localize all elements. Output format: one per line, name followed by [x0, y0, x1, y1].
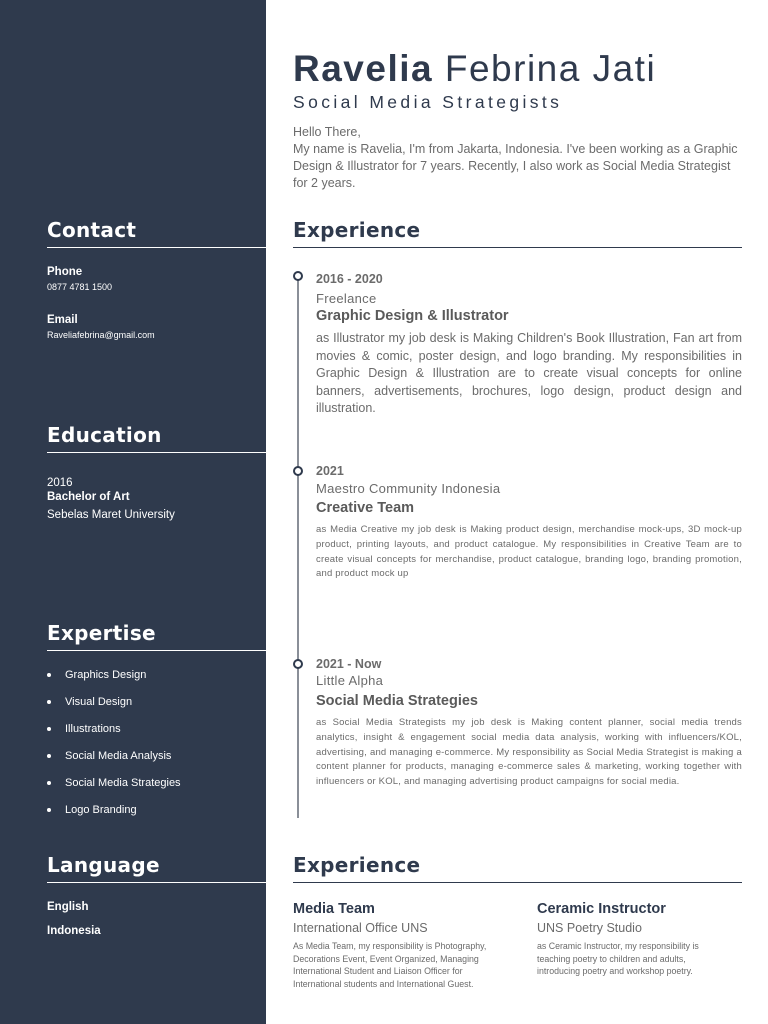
bullet-icon: [47, 754, 51, 758]
experience-divider: [293, 247, 742, 248]
language-item: English: [47, 901, 89, 913]
phone-value: 0877 4781 1500: [47, 282, 113, 292]
experience-description: as Media Creative my job desk is Making product design, merchandise mock-ups, 3D mock-up product, printing layouts, and product catalogue. My responsibilities in Creative Team are to create visual concepts for merchandise, product catalogue, branding logo, branding promotion, and product mock up: [316, 524, 742, 580]
experience2-divider: [293, 882, 742, 883]
timeline-dot: [293, 466, 303, 476]
intro-greeting: Hello There,: [293, 125, 361, 139]
bullet-icon: [47, 673, 51, 677]
experience-description: as Illustrator my job desk is Making Children's Book Illustration, Fan art from movies & comic, poster design, and logo branding. My responsibilities in Graphic Design & Illustration are to create visual concepts for online banners, advertisements, brochures, logo design, product design and illustration.: [316, 331, 742, 415]
expertise-item-label: Social Media Strategies: [65, 777, 181, 789]
experience-title: Graphic Design & Illustrator: [316, 308, 509, 324]
experience2-title: Media Team: [293, 901, 375, 917]
expertise-item-label: Visual Design: [65, 696, 133, 708]
expertise-item-label: Logo Branding: [65, 804, 137, 816]
education-divider: [47, 452, 266, 453]
bullet-icon: [47, 727, 51, 731]
expertise-item-label: Graphics Design: [65, 669, 147, 681]
contact-heading: Contact: [47, 218, 137, 242]
last-name: Febrina Jati: [444, 48, 657, 89]
expertise-item: [47, 775, 257, 802]
timeline-line: [297, 276, 299, 818]
education-year: 2016: [47, 477, 73, 489]
expertise-item: [47, 802, 257, 829]
language-heading: Language: [47, 853, 160, 877]
bullet-icon: [47, 700, 51, 704]
expertise-item: [47, 748, 257, 775]
expertise-heading: Expertise: [47, 621, 156, 645]
first-name: Ravelia: [293, 48, 434, 89]
experience-title: Creative Team: [316, 500, 415, 516]
expertise-item-label: Illustrations: [65, 723, 121, 735]
education-school: Sebelas Maret University: [47, 509, 175, 521]
language-item: Indonesia: [47, 925, 101, 937]
experience2-description: as Ceramic Instructor, my responsibility is teaching poetry to children and adults, introducing poetry and workshop poetry.: [537, 941, 699, 977]
education-degree: Bachelor of Art: [47, 491, 130, 503]
email-value: Raveliafebrina@gmail.com: [47, 330, 155, 340]
experience2-heading: Experience: [293, 853, 421, 877]
experience2-title: Ceramic Instructor: [537, 901, 666, 917]
experience-org: Freelance: [316, 291, 377, 306]
bullet-icon: [47, 781, 51, 785]
phone-label: Phone: [47, 266, 83, 278]
experience2-org: UNS Poetry Studio: [537, 921, 642, 935]
experience2-description: As Media Team, my responsibility is Photography, Decorations Event, Event Organized, Managing International Student and Liaison Officer for International students and International Guest.: [293, 941, 487, 990]
experience-org: Little Alpha: [316, 673, 384, 688]
experience-org: Maestro Community Indonesia: [316, 481, 501, 496]
experience-date: 2021: [316, 464, 344, 478]
timeline-dot: [293, 659, 303, 669]
experience-title: Social Media Strategies: [316, 693, 478, 709]
email-label: Email: [47, 314, 78, 326]
expertise-list: [47, 667, 257, 829]
expertise-item: [47, 721, 257, 748]
sidebar: [0, 0, 266, 1024]
experience-description: as Social Media Strategists my job desk is Making content planner, social media trends analytics, insight & engagement social media data analysis, working with influencers/KOL, advertising, and managing e-commerce. My responsibility as Social Media Strategist is making a content planner for products, managing e-commerce sales & marketing, working together with influencers or KOL, and managing advertising product campaigns for social media.: [316, 717, 742, 788]
contact-divider: [47, 247, 266, 248]
expertise-item-label: Social Media Analysis: [65, 750, 172, 762]
experience-date: 2021 - Now: [316, 657, 382, 671]
full-name: [293, 48, 656, 90]
language-divider: [47, 882, 266, 883]
experience2-org: International Office UNS: [293, 921, 428, 935]
expertise-item: [47, 694, 257, 721]
experience-heading: Experience: [293, 218, 421, 242]
timeline-dot: [293, 271, 303, 281]
intro-body: My name is Ravelia, I'm from Jakarta, Indonesia. I've been working as a Graphic Design & Illustrator for 7 years. Recently, I also work as Social Media Strategist for 2 years.: [293, 142, 738, 190]
expertise-divider: [47, 650, 266, 651]
job-role: Social Media Strategists: [293, 92, 563, 112]
intro-text: [293, 124, 743, 192]
education-heading: Education: [47, 423, 162, 447]
bullet-icon: [47, 808, 51, 812]
experience-date: 2016 - 2020: [316, 272, 383, 286]
expertise-item: [47, 667, 257, 694]
